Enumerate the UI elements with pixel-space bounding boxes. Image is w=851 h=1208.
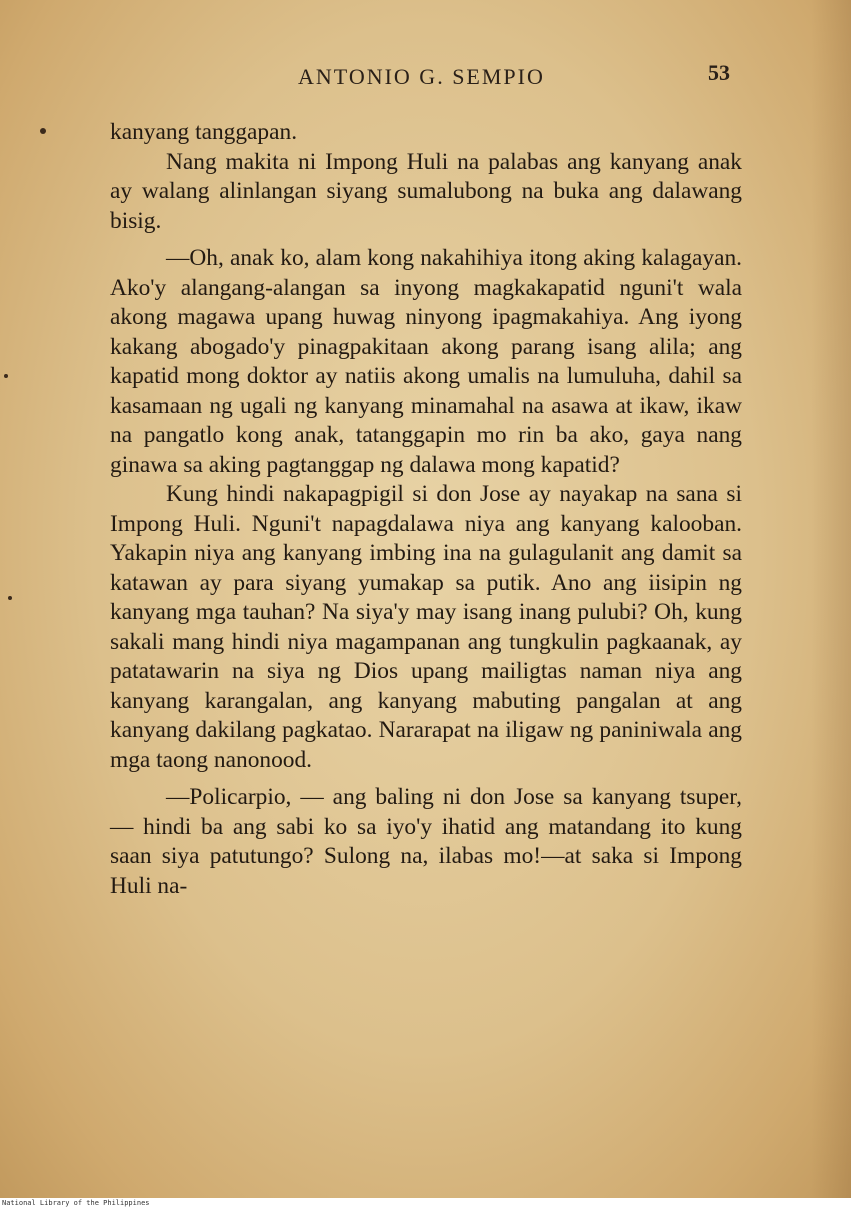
paragraph: —Oh, anak ko, alam kong nakahihiya itong aking kalagayan. Ako'y alangang-alangan sa inyong magkakapatid nguni't wala akong magawa upang huwag ninyong ipagmakahiya. Ang iyong kakang abogado'y pinagpakitaan akong parang isang alila; ang kapatid mong doktor ay natiis akong umalis na lumuluha, dahil sa kasamaan ng ugali ng kanyang minamahal na asawa at ikaw, ikaw na pangatlo kong anak, tatanggapin mo rin ba ako, gaya nang ginawa sa aking pagtanggap ng dalawa mong kapatid? [110, 245, 742, 478]
margin-speck [40, 128, 46, 134]
running-title: ANTONIO G. SEMPIO [298, 64, 545, 89]
paragraph: Nang makita ni Impong Huli na palabas ang kanyang anak ay walang alinlangan siyang sumalubong na buka ang dalawang bisig. [110, 148, 742, 234]
margin-speck [4, 374, 8, 378]
paragraph: Kung hindi nakapagpigil si don Jose ay nayakap na sana si Impong Huli. Nguni't napagdalawa niya ang kanyang kalooban. Yakapin niya ang kanyang imbing ina na gulagulanit ang damit sa katawan ay para siyang yumakap sa putik. Ano ang iisipin ng kanyang mga tauhan? Na siya'y may isang inang pulubi? Oh, kung sakali mang hindi niya magampanan ang tungkulin pagkaanak, ay patatawarin na siya ng Dios upang mailigtas naman niya ang kanyang karangalan, ang kanyang mabuting pangalan at ang kanyang dakilang pagkatao. Nararapat na iligaw ng paniniwala ang mga taong nanonood. [110, 481, 742, 773]
body-text [110, 118, 742, 901]
page-number: 53 [708, 60, 730, 85]
footer-credit: National Library of the Philippines [2, 1199, 150, 1207]
paragraph: kanyang tanggapan. [110, 119, 298, 145]
margin-speck [8, 596, 12, 600]
paragraph: —Policarpio, — ang baling ni don Jose sa kanyang tsuper, — hindi ba ang sabi ko sa iyo'y ihatid ang matandang ito kung saan siya patutungo? Sulong na, ilabas mo!—at saka si Impong Huli na- [110, 784, 742, 899]
running-head [0, 58, 851, 94]
